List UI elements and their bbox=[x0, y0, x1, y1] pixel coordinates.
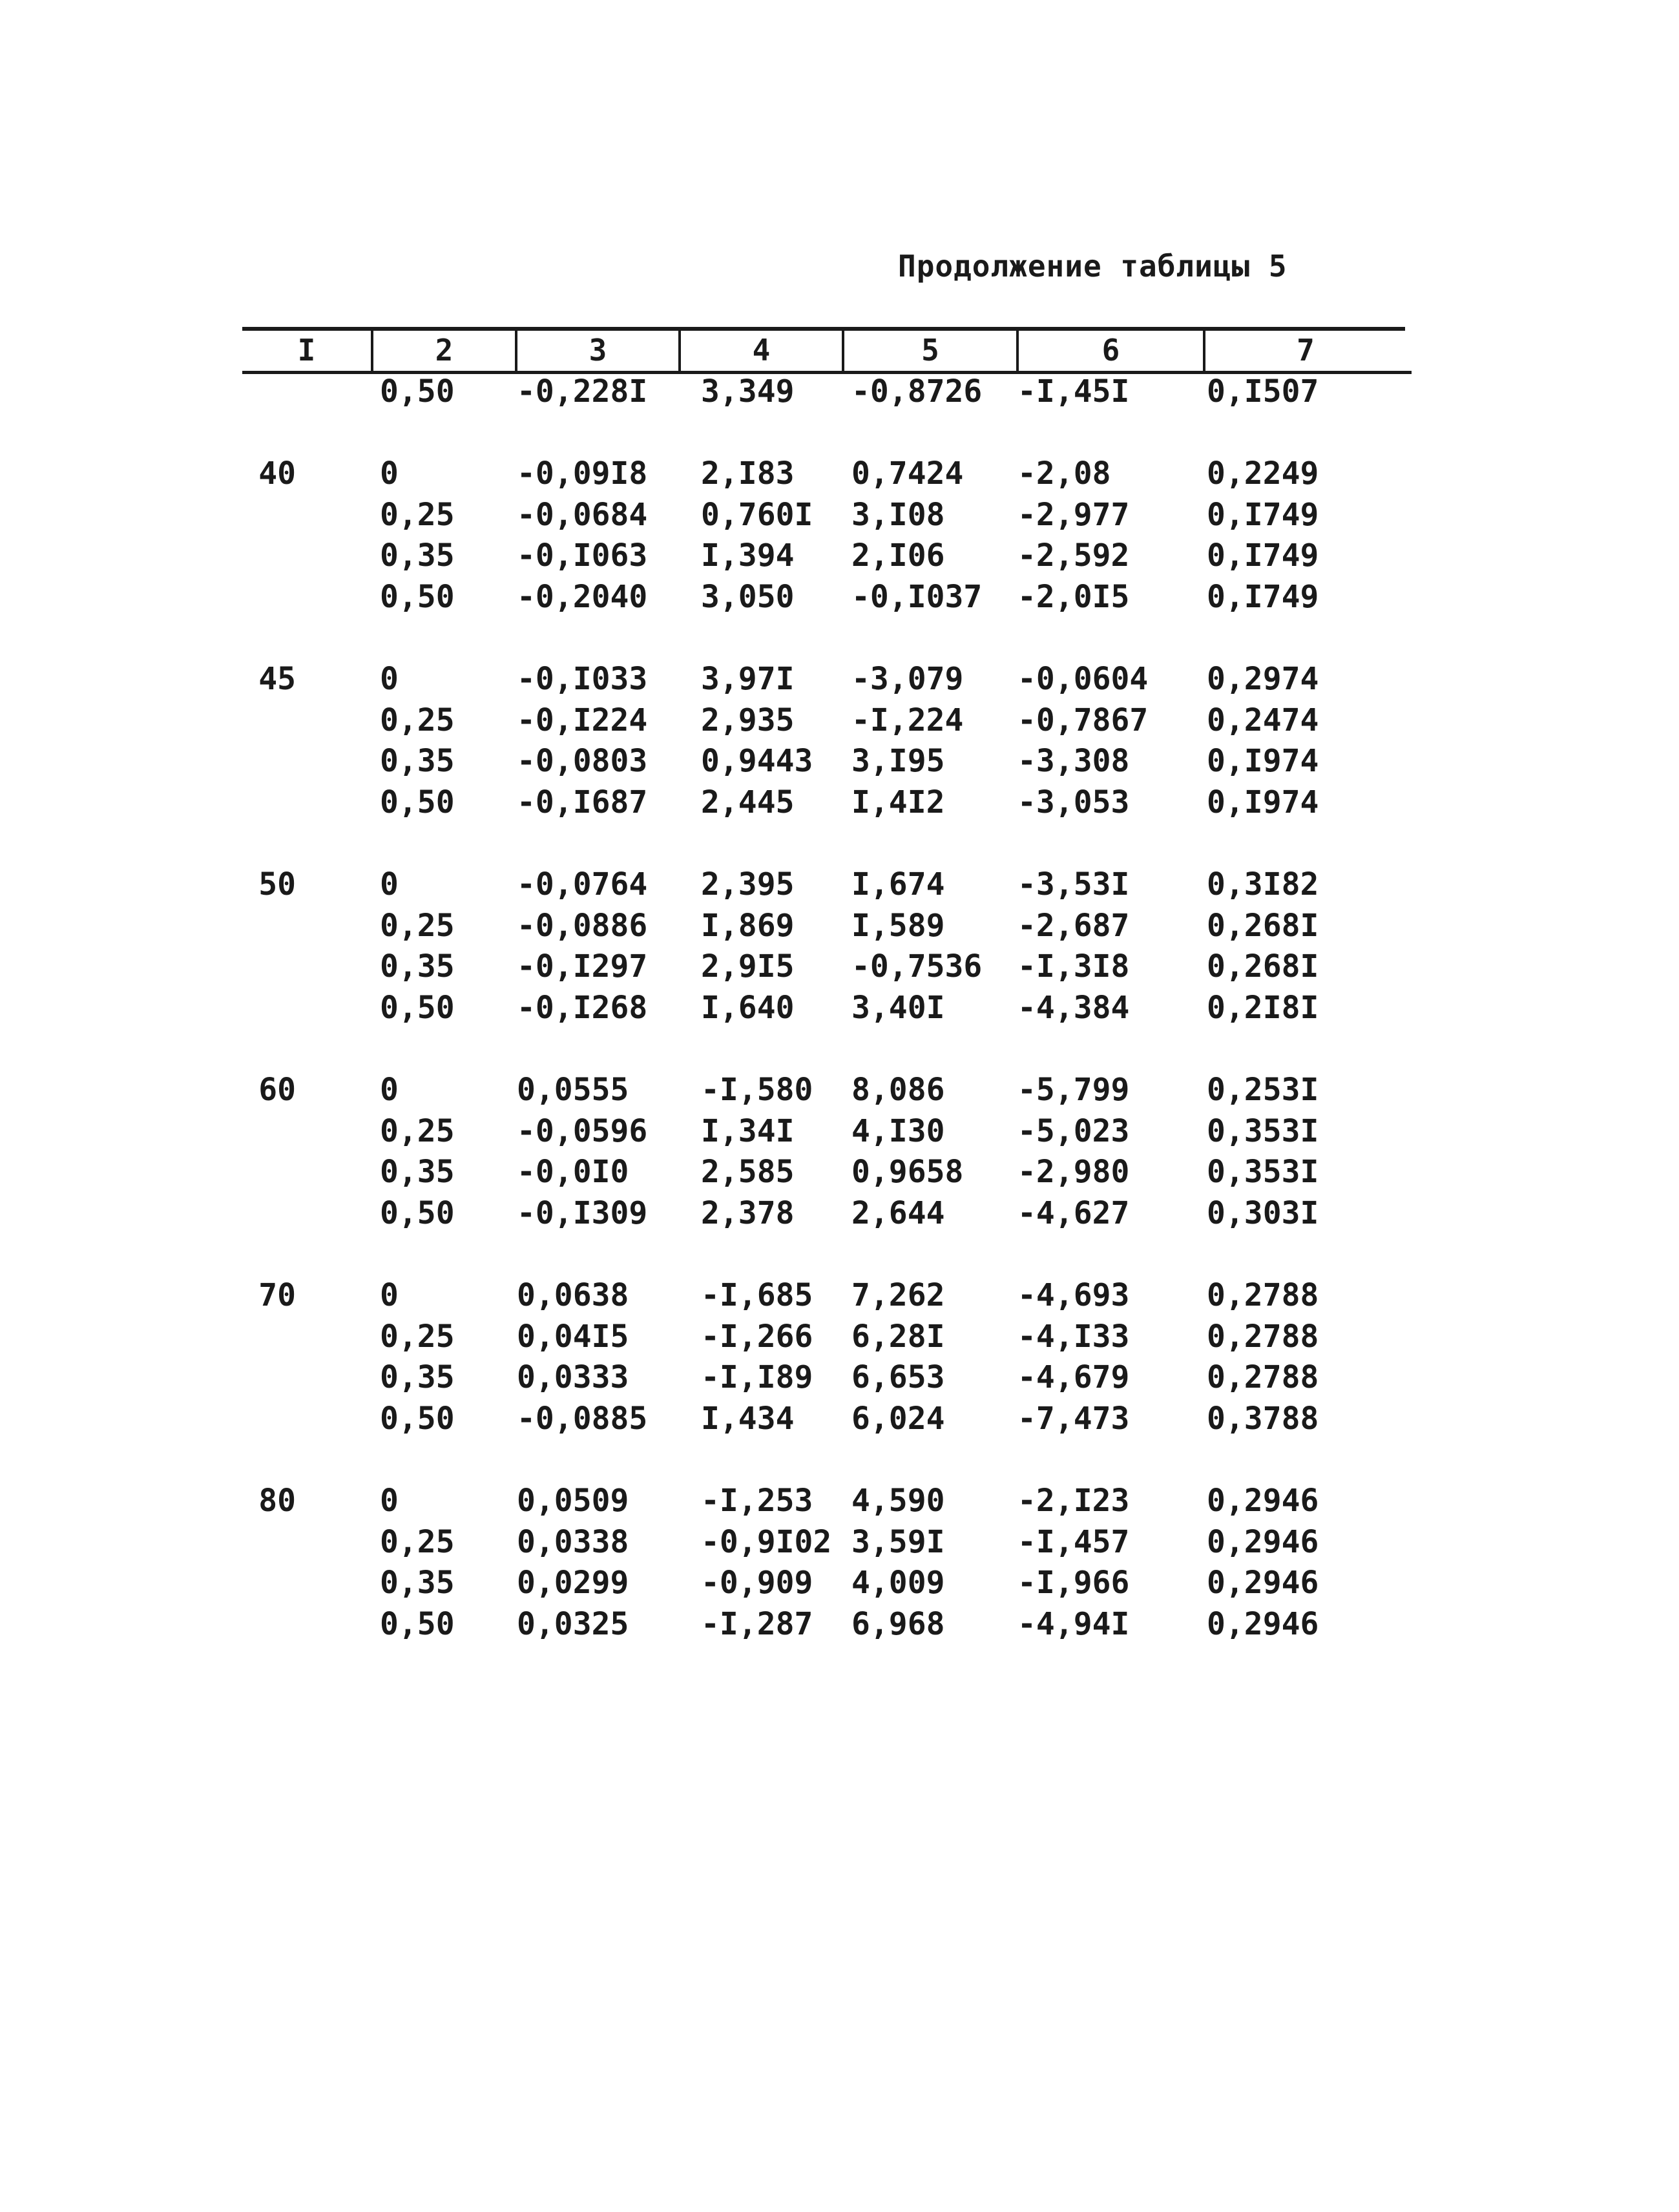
table-cell-col5: 3,I95 bbox=[851, 743, 945, 779]
table-cell-col4: 3,349 bbox=[701, 373, 795, 410]
table-cell-col4: I,869 bbox=[701, 908, 795, 944]
table-cell-col5: 3,40I bbox=[851, 990, 945, 1026]
table-cell-col2: 0,25 bbox=[380, 1319, 455, 1355]
table-cell-col7: 0,2946 bbox=[1207, 1524, 1319, 1560]
table-cell-col7: 0,I974 bbox=[1207, 784, 1319, 820]
table-cell-col3: -0,0684 bbox=[517, 497, 648, 533]
table-cell-col3: -0,0885 bbox=[517, 1401, 648, 1437]
column-header-7: 7 bbox=[1297, 333, 1315, 368]
table-cell-col7: 0,253I bbox=[1207, 1072, 1319, 1108]
table-cell-col6: -5,799 bbox=[1017, 1072, 1130, 1108]
table-cell-col7: 0,2974 bbox=[1207, 661, 1319, 697]
table-cell-col3: -0,0596 bbox=[517, 1113, 648, 1149]
table-cell-col7: 0,2788 bbox=[1207, 1277, 1319, 1313]
table-cell-col7: 0,2474 bbox=[1207, 702, 1319, 738]
table-cell-col2: 0 bbox=[380, 1072, 399, 1108]
table-cell-col2: 0,50 bbox=[380, 1401, 455, 1437]
table-cell-col5: I,674 bbox=[851, 866, 945, 903]
table-cell-col6: -2,I23 bbox=[1017, 1483, 1130, 1519]
table-cell-col5: 8,086 bbox=[851, 1072, 945, 1108]
angle-value: 50 bbox=[258, 866, 296, 903]
table-cell-col4: 0,9443 bbox=[701, 743, 813, 779]
table-cell-col7: 0,3I82 bbox=[1207, 866, 1319, 903]
table-cell-col5: 7,262 bbox=[851, 1277, 945, 1313]
table-cell-col5: 4,I30 bbox=[851, 1113, 945, 1149]
angle-value: 70 bbox=[258, 1277, 296, 1313]
table-cell-col7: 0,2788 bbox=[1207, 1359, 1319, 1395]
column-header-1: I bbox=[297, 333, 316, 368]
column-header-3: 3 bbox=[589, 333, 607, 368]
table-cell-col3: 0,0333 bbox=[517, 1359, 629, 1395]
table-cell-col2: 0,25 bbox=[380, 497, 455, 533]
table-cell-col2: 0,50 bbox=[380, 1606, 455, 1642]
table-cell-col5: 4,009 bbox=[851, 1565, 945, 1601]
table-cell-col3: -0,I224 bbox=[517, 702, 648, 738]
table-cell-col6: -2,977 bbox=[1017, 497, 1130, 533]
table-cell-col5: 0,7424 bbox=[851, 455, 964, 492]
table-cell-col6: -I,45I bbox=[1017, 373, 1130, 410]
table-cell-col7: 0,3788 bbox=[1207, 1401, 1319, 1437]
table-cell-col6: -I,966 bbox=[1017, 1565, 1130, 1601]
table-cell-col6: -4,679 bbox=[1017, 1359, 1130, 1395]
table-cell-col6: -3,053 bbox=[1017, 784, 1130, 820]
table-cell-col5: 3,59I bbox=[851, 1524, 945, 1560]
table-cell-col5: -0,7536 bbox=[851, 948, 983, 985]
table-cell-col3: -0,228I bbox=[517, 373, 648, 410]
table-cell-col2: 0,50 bbox=[380, 784, 455, 820]
table-cell-col7: 0,268I bbox=[1207, 948, 1319, 985]
table-cell-col4: 0,760I bbox=[701, 497, 813, 533]
table-cell-col3: -0,09I8 bbox=[517, 455, 648, 492]
column-header-2: 2 bbox=[435, 333, 454, 368]
table-cell-col7: 0,2946 bbox=[1207, 1606, 1319, 1642]
table-cell-col4: -I,266 bbox=[701, 1319, 813, 1355]
table-cell-col4: -I,580 bbox=[701, 1072, 813, 1108]
table-cell-col6: -3,308 bbox=[1017, 743, 1130, 779]
table-cell-col4: 2,9I5 bbox=[701, 948, 795, 985]
table-cell-col7: 0,2I8I bbox=[1207, 990, 1319, 1026]
table-cell-col6: -0,7867 bbox=[1017, 702, 1149, 738]
table-cell-col6: -2,08 bbox=[1017, 455, 1111, 492]
table-cell-col4: 2,378 bbox=[701, 1195, 795, 1231]
table-cell-col3: -0,I309 bbox=[517, 1195, 648, 1231]
table-cell-col2: 0,50 bbox=[380, 579, 455, 615]
table-cell-col3: -0,2040 bbox=[517, 579, 648, 615]
table-cell-col6: -4,I33 bbox=[1017, 1319, 1130, 1355]
column-header-6: 6 bbox=[1101, 333, 1120, 368]
table-cell-col3: 0,0325 bbox=[517, 1606, 629, 1642]
table-cell-col2: 0,35 bbox=[380, 1565, 455, 1601]
table-cell-col6: -I,457 bbox=[1017, 1524, 1130, 1560]
table-cell-col7: 0,303I bbox=[1207, 1195, 1319, 1231]
table-cell-col4: -I,253 bbox=[701, 1483, 813, 1519]
table-cell-col4: 2,I83 bbox=[701, 455, 795, 492]
table-cell-col4: -0,9I02 bbox=[701, 1524, 832, 1560]
table-cell-col3: 0,0338 bbox=[517, 1524, 629, 1560]
table-cell-col4: 3,050 bbox=[701, 579, 795, 615]
table-cell-col6: -2,0I5 bbox=[1017, 579, 1130, 615]
table-cell-col5: 6,653 bbox=[851, 1359, 945, 1395]
table-cell-col6: -4,627 bbox=[1017, 1195, 1130, 1231]
table-cell-col2: 0 bbox=[380, 866, 399, 903]
table-cell-col4: 3,97I bbox=[701, 661, 795, 697]
table-cell-col6: -I,3I8 bbox=[1017, 948, 1130, 985]
table-cell-col6: -2,687 bbox=[1017, 908, 1130, 944]
table-cell-col5: 2,I06 bbox=[851, 537, 945, 574]
table-cell-col2: 0,50 bbox=[380, 373, 455, 410]
table-cell-col5: -0,8726 bbox=[851, 373, 983, 410]
table-cell-col3: -0,I033 bbox=[517, 661, 648, 697]
table-cell-col2: 0,35 bbox=[380, 537, 455, 574]
table-cell-col7: 0,353I bbox=[1207, 1154, 1319, 1190]
table-caption: Продолжение таблицы 5 bbox=[898, 249, 1288, 284]
table-cell-col4: 2,395 bbox=[701, 866, 795, 903]
table-cell-col3: -0,0886 bbox=[517, 908, 648, 944]
table-cell-col5: -0,I037 bbox=[851, 579, 983, 615]
table-cell-col4: -I,685 bbox=[701, 1277, 813, 1313]
table-cell-col7: 0,2249 bbox=[1207, 455, 1319, 492]
table-cell-col2: 0,25 bbox=[380, 908, 455, 944]
table-cell-col4: I,394 bbox=[701, 537, 795, 574]
table-cell-col2: 0,25 bbox=[380, 1524, 455, 1560]
table-cell-col7: 0,2946 bbox=[1207, 1565, 1319, 1601]
table-cell-col3: 0,0555 bbox=[517, 1072, 629, 1108]
table-cell-col3: -0,0803 bbox=[517, 743, 648, 779]
table-cell-col5: 0,9658 bbox=[851, 1154, 964, 1190]
table-cell-col6: -3,53I bbox=[1017, 866, 1130, 903]
angle-value: 45 bbox=[258, 661, 296, 697]
table-cell-col3: -0,I063 bbox=[517, 537, 648, 574]
table-cell-col3: -0,0I0 bbox=[517, 1154, 629, 1190]
table-cell-col6: -5,023 bbox=[1017, 1113, 1130, 1149]
table-cell-col4: I,434 bbox=[701, 1401, 795, 1437]
table-cell-col2: 0 bbox=[380, 455, 399, 492]
angle-value: 80 bbox=[258, 1483, 296, 1519]
table-cell-col7: 0,I749 bbox=[1207, 579, 1319, 615]
table-cell-col5: 3,I08 bbox=[851, 497, 945, 533]
table-cell-col4: 2,445 bbox=[701, 784, 795, 820]
table-cell-col4: -0,909 bbox=[701, 1565, 813, 1601]
table-cell-col7: 0,2946 bbox=[1207, 1483, 1319, 1519]
table-cell-col6: -0,0604 bbox=[1017, 661, 1149, 697]
table-cell-col6: -4,693 bbox=[1017, 1277, 1130, 1313]
table-cell-col7: 0,268I bbox=[1207, 908, 1319, 944]
angle-value: 40 bbox=[258, 455, 296, 492]
table-cell-col2: 0,50 bbox=[380, 990, 455, 1026]
table-cell-col5: 4,590 bbox=[851, 1483, 945, 1519]
table-cell-col6: -4,94I bbox=[1017, 1606, 1130, 1642]
angle-value: 60 bbox=[258, 1072, 296, 1108]
table-cell-col5: 6,28I bbox=[851, 1319, 945, 1355]
table-cell-col7: 0,353I bbox=[1207, 1113, 1319, 1149]
table-cell-col2: 0 bbox=[380, 1483, 399, 1519]
table-cell-col3: -0,I687 bbox=[517, 784, 648, 820]
table-cell-col2: 0 bbox=[380, 661, 399, 697]
table-cell-col2: 0,50 bbox=[380, 1195, 455, 1231]
column-header-5: 5 bbox=[921, 333, 939, 368]
table-cell-col5: I,589 bbox=[851, 908, 945, 944]
table-cell-col3: 0,0638 bbox=[517, 1277, 629, 1313]
table-cell-col7: 0,I749 bbox=[1207, 497, 1319, 533]
table-cell-col3: 0,0299 bbox=[517, 1565, 629, 1601]
table-cell-col2: 0,35 bbox=[380, 1154, 455, 1190]
table-cell-col6: -2,980 bbox=[1017, 1154, 1130, 1190]
table-cell-col3: 0,04I5 bbox=[517, 1319, 629, 1355]
table-cell-col3: -0,I297 bbox=[517, 948, 648, 985]
table-cell-col2: 0,25 bbox=[380, 1113, 455, 1149]
table-cell-col2: 0,35 bbox=[380, 743, 455, 779]
table-cell-col4: -I,I89 bbox=[701, 1359, 813, 1395]
table-cell-col7: 0,I749 bbox=[1207, 537, 1319, 574]
table-cell-col4: I,640 bbox=[701, 990, 795, 1026]
column-header-4: 4 bbox=[752, 333, 771, 368]
table-cell-col4: 2,585 bbox=[701, 1154, 795, 1190]
table-cell-col4: 2,935 bbox=[701, 702, 795, 738]
table-cell-col4: -I,287 bbox=[701, 1606, 813, 1642]
table-cell-col2: 0,35 bbox=[380, 1359, 455, 1395]
table-cell-col3: -0,I268 bbox=[517, 990, 648, 1026]
table-cell-col5: 6,968 bbox=[851, 1606, 945, 1642]
table-cell-col2: 0 bbox=[380, 1277, 399, 1313]
table-cell-col5: I,4I2 bbox=[851, 784, 945, 820]
table-cell-col7: 0,I507 bbox=[1207, 373, 1319, 410]
table-cell-col2: 0,25 bbox=[380, 702, 455, 738]
table-cell-col6: -2,592 bbox=[1017, 537, 1130, 574]
table-cell-col3: 0,0509 bbox=[517, 1483, 629, 1519]
table-cell-col6: -4,384 bbox=[1017, 990, 1130, 1026]
table-cell-col5: -I,224 bbox=[851, 702, 964, 738]
table-cell-col7: 0,2788 bbox=[1207, 1319, 1319, 1355]
table-cell-col5: 6,024 bbox=[851, 1401, 945, 1437]
table-cell-col7: 0,I974 bbox=[1207, 743, 1319, 779]
table-cell-col5: -3,079 bbox=[851, 661, 964, 697]
table-cell-col2: 0,35 bbox=[380, 948, 455, 985]
table-cell-col4: I,34I bbox=[701, 1113, 795, 1149]
table-cell-col6: -7,473 bbox=[1017, 1401, 1130, 1437]
table-cell-col3: -0,0764 bbox=[517, 866, 648, 903]
table-cell-col5: 2,644 bbox=[851, 1195, 945, 1231]
